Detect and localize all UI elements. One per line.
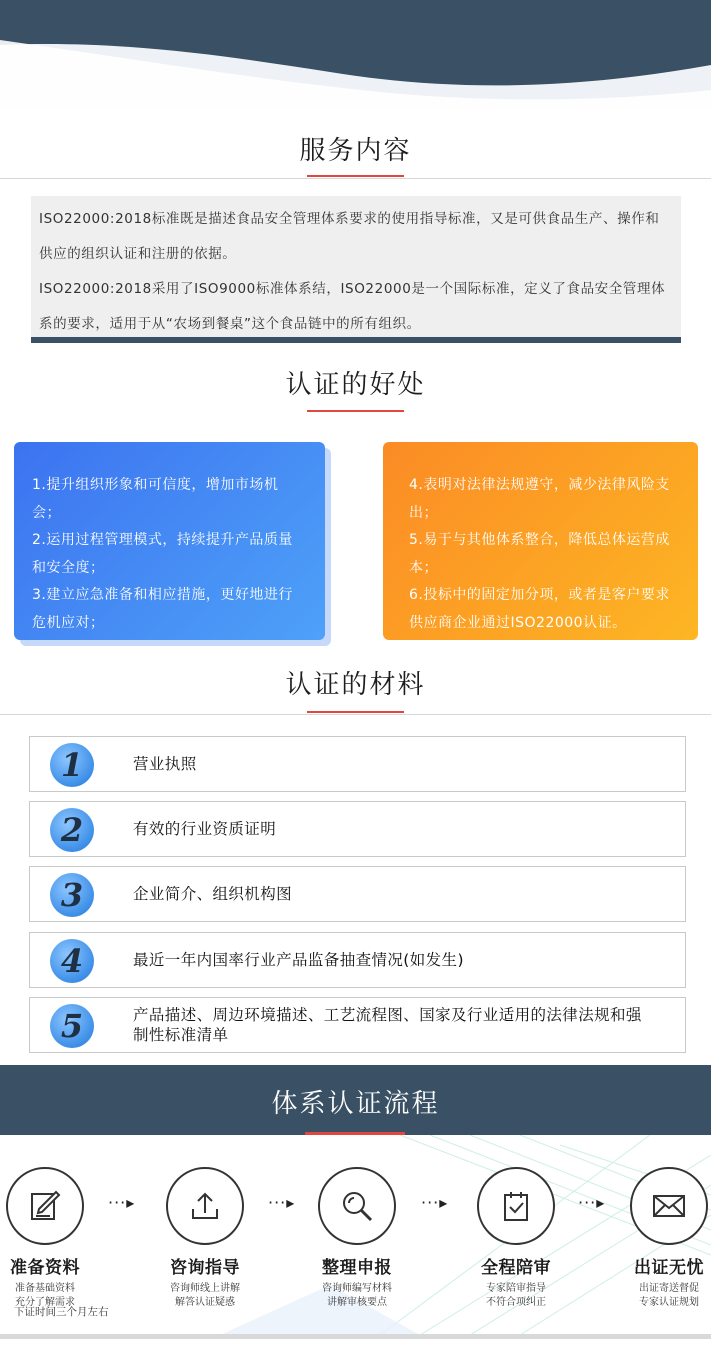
step-desc: 解答认证疑惑 [175,1297,235,1308]
arrow-right-icon: ···▸ [108,1193,136,1212]
material-text: 产品描述、周边环境描述、工艺流程图、国家及行业适用的法律法规和强制性标准清单 [133,1006,642,1044]
step-desc: 咨询师线上讲解 [170,1283,240,1294]
step-desc: 咨询师编写材料 [322,1283,392,1294]
process-step [292,1167,422,1310]
intro-paragraph: ISO22000:2018标准既是描述食品安全管理体系要求的使用指导标准，又是可供食品生产、操作和供应的组织认证和注册的依据。 [39,211,660,262]
benefits-card-left [14,442,325,640]
section-divider [0,714,711,715]
step-desc: 专家认证规划 [639,1297,699,1308]
step-desc: 出证寄送督促 [639,1283,699,1294]
intro-text-box [31,196,681,338]
material-text: 最近一年内国率行业产品监备抽查情况(如发生) [133,951,464,969]
step-desc: 讲解审核要点 [327,1297,387,1308]
material-row [29,997,686,1053]
benefits-card-right [383,442,698,640]
benefit-item: 2.运用过程管理模式，持续提升产品质量和安全度； [32,532,293,576]
bottom-divider-bar [0,1334,711,1339]
top-wave-banner [0,0,711,108]
material-number: 2 [60,811,84,849]
step-desc: 准备基础资料 [15,1283,75,1294]
process-step [604,1167,711,1310]
step-title: 全程陪审 [481,1258,551,1278]
section-divider [0,178,711,179]
benefit-item: 5.易于与其他体系整合，降低总体运营成本； [409,532,670,576]
material-text: 营业执照 [133,755,197,773]
material-row [29,736,686,792]
section-underline [307,175,404,177]
benefit-item: 1.提升组织形象和可信度，增加市场机会； [32,477,279,521]
intro-paragraph: ISO22000:2018采用了ISO9000标准体系结，ISO22000是一个国际标准，定义了食品安全管理体系的要求，适用于从“农场到餐桌”这个食品链中的所有组织。 [39,281,666,332]
process-step [451,1167,581,1310]
step-title: 咨询指导 [170,1258,240,1278]
material-text: 有效的行业资质证明 [133,820,277,838]
material-text: 企业简介、组织机构图 [133,885,293,903]
step-desc: 不符合项纠正 [486,1297,546,1308]
step-title: 准备资料 [10,1258,80,1278]
step-title: 整理申报 [322,1258,392,1278]
step-title: 出证无忧 [634,1258,704,1278]
material-number: 1 [60,746,84,784]
upload-icon [166,1167,244,1245]
step-desc: 充分了解需求 [15,1297,75,1308]
process-step [0,1167,110,1310]
process-duration-note: 下证时间三个月左右 [14,1306,109,1318]
process-step [140,1167,270,1310]
benefit-item: 6.投标中的固定加分项，或者是客户要求供应商企业通过ISO22000认证。 [409,587,670,631]
edit-document-icon [6,1167,84,1245]
search-icon [318,1167,396,1245]
material-row [29,866,686,922]
material-row [29,801,686,857]
number-badge-icon [50,1004,94,1048]
arrow-right-icon: ···▸ [268,1193,296,1212]
section-title-materials: 认证的材料 [285,670,426,700]
arrow-right-icon: ···▸ [421,1193,449,1212]
section-title-service: 服务内容 [299,136,412,166]
section-title-process: 体系认证流程 [271,1089,440,1119]
arrow-right-icon: ···▸ [578,1193,606,1212]
material-number: 5 [60,1007,84,1045]
intro-bottom-bar [31,337,681,343]
material-number: 3 [60,876,84,914]
number-badge-icon [50,939,94,983]
mail-icon [630,1167,708,1245]
section-underline [307,410,404,412]
benefit-item: 4.表明对法律法规遵守，减少法律风险支出； [409,477,670,521]
number-badge-icon [50,743,94,787]
section-underline [307,711,404,713]
number-badge-icon [50,808,94,852]
number-badge-icon [50,873,94,917]
material-row [29,932,686,988]
material-number: 4 [60,942,84,980]
step-desc: 专家陪审指导 [486,1283,546,1294]
benefit-item: 3.建立应急准备和相应措施，更好地进行危机应对； [32,587,293,631]
section-title-benefits: 认证的好处 [285,370,426,400]
checklist-icon [477,1167,555,1245]
